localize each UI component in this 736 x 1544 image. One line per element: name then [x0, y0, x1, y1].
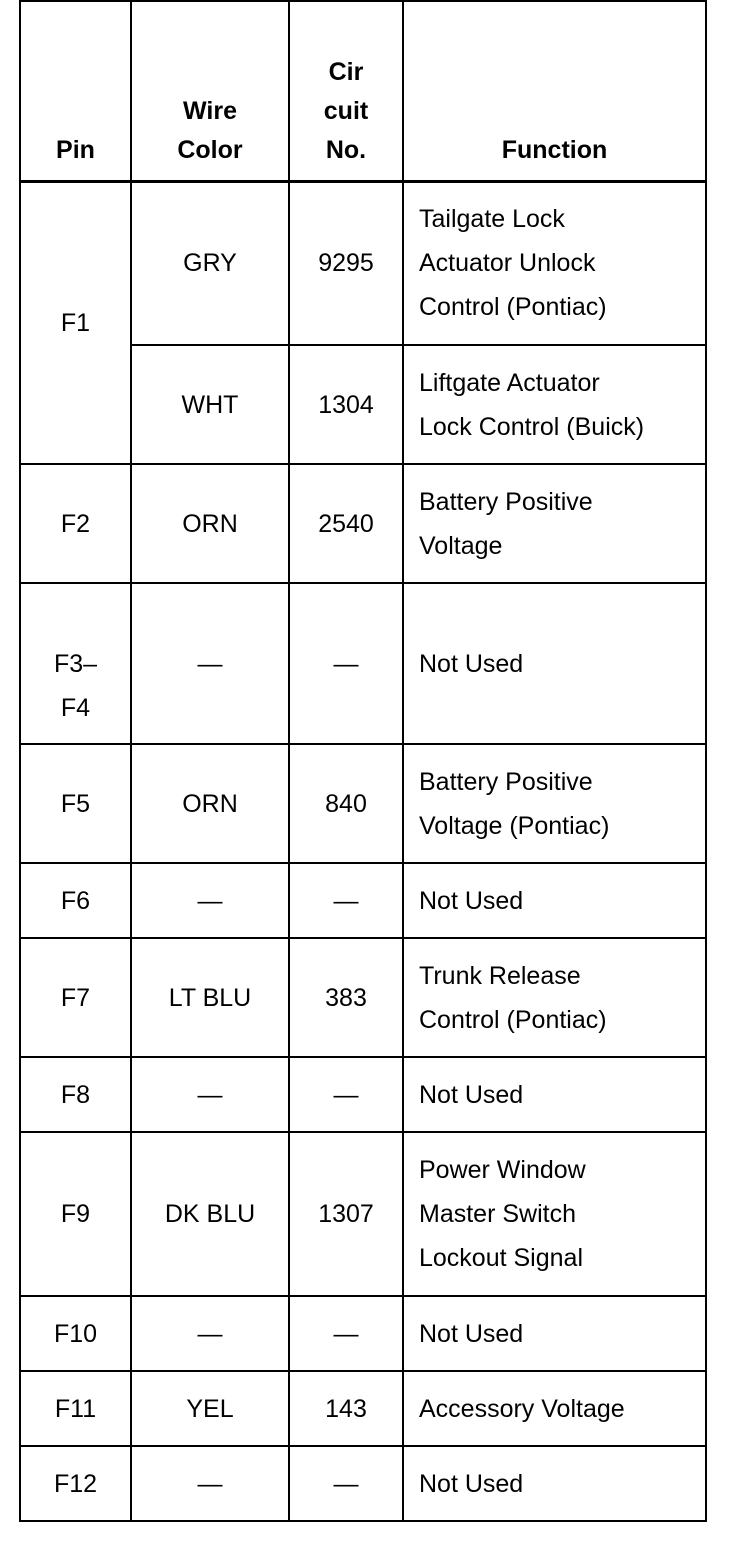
- wire-color-cell: LT BLU: [131, 938, 289, 1057]
- pin-cell: F2: [20, 464, 131, 583]
- table-row: [20, 938, 706, 1057]
- function-cell: Not Used: [403, 1057, 706, 1132]
- pin-cell: F7: [20, 938, 131, 1057]
- circuit-cell: 143: [289, 1371, 403, 1446]
- wire-color-cell: —: [131, 1446, 289, 1521]
- function-cell: Power Window Master Switch Lockout Signal: [403, 1132, 706, 1296]
- circuit-cell: 9295: [289, 181, 403, 345]
- pin-cell: F10: [20, 1296, 131, 1371]
- table-header-row: [20, 1, 706, 181]
- wire-color-cell: GRY: [131, 181, 289, 345]
- circuit-cell: 1304: [289, 345, 403, 464]
- circuit-cell: 383: [289, 938, 403, 1057]
- function-cell: Trunk Release Control (Pontiac): [403, 938, 706, 1057]
- table-row: [20, 744, 706, 863]
- header-pin: Pin: [20, 1, 131, 181]
- circuit-cell: —: [289, 1057, 403, 1132]
- pin-cell: F8: [20, 1057, 131, 1132]
- table-row: [20, 464, 706, 583]
- table-row: [20, 863, 706, 938]
- circuit-cell: —: [289, 1296, 403, 1371]
- function-cell: Accessory Voltage: [403, 1371, 706, 1446]
- pin-cell: F5: [20, 744, 131, 863]
- pin-cell: F6: [20, 863, 131, 938]
- table-row: [20, 181, 706, 345]
- pin-cell: F12: [20, 1446, 131, 1521]
- circuit-cell: —: [289, 583, 403, 744]
- wire-color-cell: DK BLU: [131, 1132, 289, 1296]
- circuit-cell: 2540: [289, 464, 403, 583]
- connector-pinout-table-container: [19, 0, 705, 1522]
- table-row: [20, 583, 706, 744]
- wire-color-cell: WHT: [131, 345, 289, 464]
- header-wire-color: Wire Color: [131, 1, 289, 181]
- pin-cell: F1: [20, 181, 131, 464]
- wire-color-cell: ORN: [131, 744, 289, 863]
- wire-color-cell: —: [131, 1057, 289, 1132]
- connector-pinout-table: [19, 0, 707, 1522]
- circuit-cell: —: [289, 1446, 403, 1521]
- table-row: [20, 1371, 706, 1446]
- function-cell: Not Used: [403, 1446, 706, 1521]
- wire-color-cell: —: [131, 1296, 289, 1371]
- table-row: [20, 1296, 706, 1371]
- header-circuit-no: Cir cuit No.: [289, 1, 403, 181]
- function-cell: Battery Positive Voltage (Pontiac): [403, 744, 706, 863]
- wire-color-cell: —: [131, 583, 289, 744]
- function-cell: Not Used: [403, 583, 706, 744]
- pin-cell: F9: [20, 1132, 131, 1296]
- circuit-cell: —: [289, 863, 403, 938]
- function-cell: Battery Positive Voltage: [403, 464, 706, 583]
- table-row: [20, 1057, 706, 1132]
- table-row: [20, 1132, 706, 1296]
- circuit-cell: 840: [289, 744, 403, 863]
- function-cell: Liftgate Actuator Lock Control (Buick): [403, 345, 706, 464]
- wire-color-cell: ORN: [131, 464, 289, 583]
- pin-cell: F3– F4: [20, 583, 131, 744]
- circuit-cell: 1307: [289, 1132, 403, 1296]
- wire-color-cell: —: [131, 863, 289, 938]
- function-cell: Tailgate Lock Actuator Unlock Control (Pontiac): [403, 181, 706, 345]
- function-cell: Not Used: [403, 863, 706, 938]
- table-row: [20, 1446, 706, 1521]
- pin-cell: F11: [20, 1371, 131, 1446]
- header-function: Function: [403, 1, 706, 181]
- wire-color-cell: YEL: [131, 1371, 289, 1446]
- function-cell: Not Used: [403, 1296, 706, 1371]
